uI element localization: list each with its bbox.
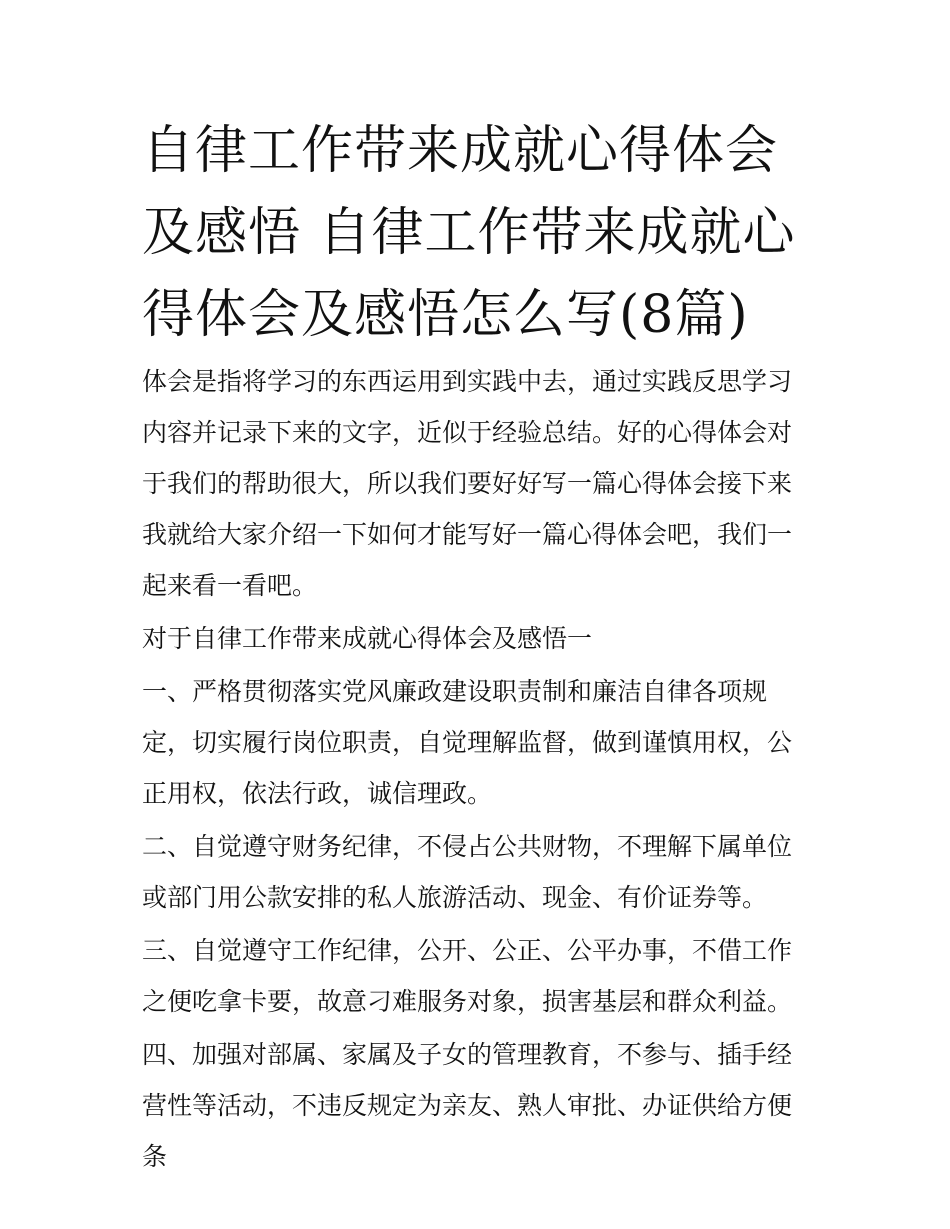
paragraph-item-2: 二、自觉遵守财务纪律，不侵占公共财物，不理解下属单位或部门用公款安排的私人旅游活动、现金、有价证券等。 <box>142 832 793 912</box>
document-body <box>142 356 814 1184</box>
paragraph-intro: 体会是指将学习的东西运用到实践中去，通过实践反思学习内容并记录下来的文字，近似于经验总结。好的心得体会对于我们的帮助很大，所以我们要好好写一篇心得体会接下来我就给大家介绍一下如何才能写好一篇心得体会吧，我们一起来看一看吧。 <box>142 367 793 600</box>
paragraph-item-3: 三、自觉遵守工作纪律，公开、公正、公平办事，不借工作之便吃拿卡要，故意刁难服务对象，损害基层和群众利益。 <box>142 936 793 1016</box>
paragraph-item-1: 一、严格贯彻落实党风廉政建设职责制和廉洁自律各项规定，切实履行岗位职责，自觉理解监督，做到谨慎用权，公正用权，依法行政，诚信理政。 <box>142 677 793 808</box>
paragraph-item-4: 四、加强对部属、家属及子女的管理教育，不参与、插手经营性等活动，不违反规定为亲友、熟人审批、办证供给方便条 <box>142 1040 793 1171</box>
document-title: 自律工作带来成就心得体会及感悟 自律工作带来成就心得体会及感悟怎么写(8篇) <box>142 121 796 345</box>
paragraph-section-heading: 对于自律工作带来成就心得体会及感悟一 <box>142 624 593 653</box>
